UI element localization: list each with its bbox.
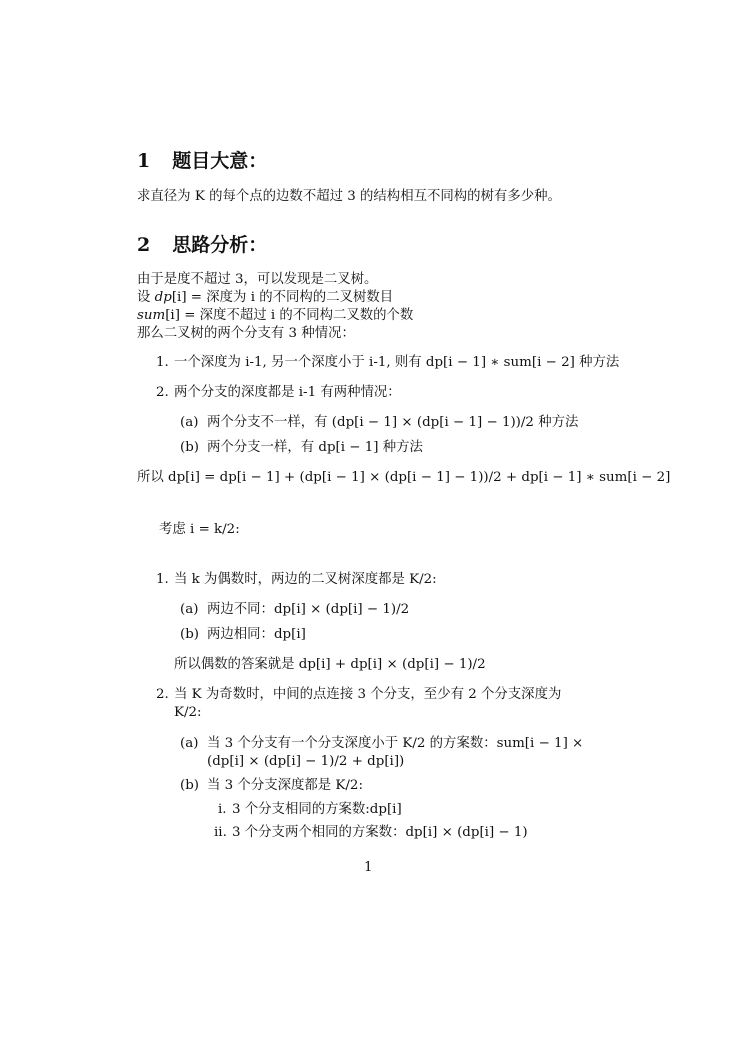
list-item: (a) 两边不同：dp[i] × (dp[i] − 1)/2 bbox=[180, 602, 410, 617]
list-item: i. 3 个分支相同的方案数:dp[i] bbox=[218, 802, 402, 817]
list-item-continuation: (dp[i] × (dp[i] − 1)/2 + dp[i]) bbox=[207, 754, 405, 769]
list-item: 1. 一个深度为 i-1, 另一个深度小于 i-1, 则有 dp[i − 1] ∗ sum[i − 2] 种方法 bbox=[156, 355, 620, 370]
section-2-heading bbox=[137, 234, 267, 258]
list-item: (a) 两个分支不一样，有 (dp[i − 1] × (dp[i − 1] − 1))/2 种方法 bbox=[180, 415, 579, 430]
list-item: ii. 3 个分支两个相同的方案数：dp[i] × (dp[i] − 1) bbox=[214, 825, 528, 840]
list-item: (a) 当 3 个分支有一个分支深度小于 K/2 的方案数：sum[i − 1] × bbox=[180, 736, 584, 751]
list-item: 1. 当 k 为偶数时，两边的二叉树深度都是 K/2: bbox=[156, 572, 437, 587]
list-item: (b) 两个分支一样，有 dp[i − 1] 种方法 bbox=[180, 440, 423, 455]
recurrence-formula: 所以 dp[i] = dp[i − 1] + (dp[i − 1] × (dp[i − 1] − 1))/2 + dp[i − 1] ∗ sum[i − 2] bbox=[137, 470, 671, 485]
intro-line-1: 由于是度不超过 3，可以发现是二叉树。 bbox=[137, 272, 378, 287]
list-item: 2. 两个分支的深度都是 i-1 有两种情况： bbox=[156, 385, 401, 400]
section-number: 2 bbox=[137, 234, 151, 256]
even-summary: 所以偶数的答案就是 dp[i] + dp[i] × (dp[i] − 1)/2 bbox=[174, 657, 486, 672]
intro-line-4: 那么二叉树的两个分支有 3 种情况： bbox=[137, 326, 355, 341]
section-1-heading bbox=[137, 150, 267, 174]
page-number: 1 bbox=[364, 860, 373, 875]
consider-line: 考虑 i = k/2: bbox=[159, 522, 240, 537]
list-item: (b) 当 3 个分支深度都是 K/2: bbox=[180, 778, 363, 793]
intro-line-2: 设 dp[i] = 深度为 i 的不同构的二叉树数目 bbox=[137, 290, 394, 305]
section-title: 题目大意： bbox=[172, 150, 268, 172]
problem-statement: 求直径为 K 的每个点的边数不超过 3 的结构相互不同构的树有多少种。 bbox=[137, 189, 561, 204]
intro-line-3: sum[i] = 深度不超过 i 的不同构二叉数的个数 bbox=[137, 308, 414, 323]
section-title: 思路分析： bbox=[172, 234, 268, 256]
list-item-continuation: K/2: bbox=[174, 705, 202, 720]
section-number: 1 bbox=[137, 150, 151, 172]
list-item: 2. 当 K 为奇数时，中间的点连接 3 个分支，至少有 2 个分支深度为 bbox=[156, 687, 562, 702]
list-item: (b) 两边相同：dp[i] bbox=[180, 627, 306, 642]
